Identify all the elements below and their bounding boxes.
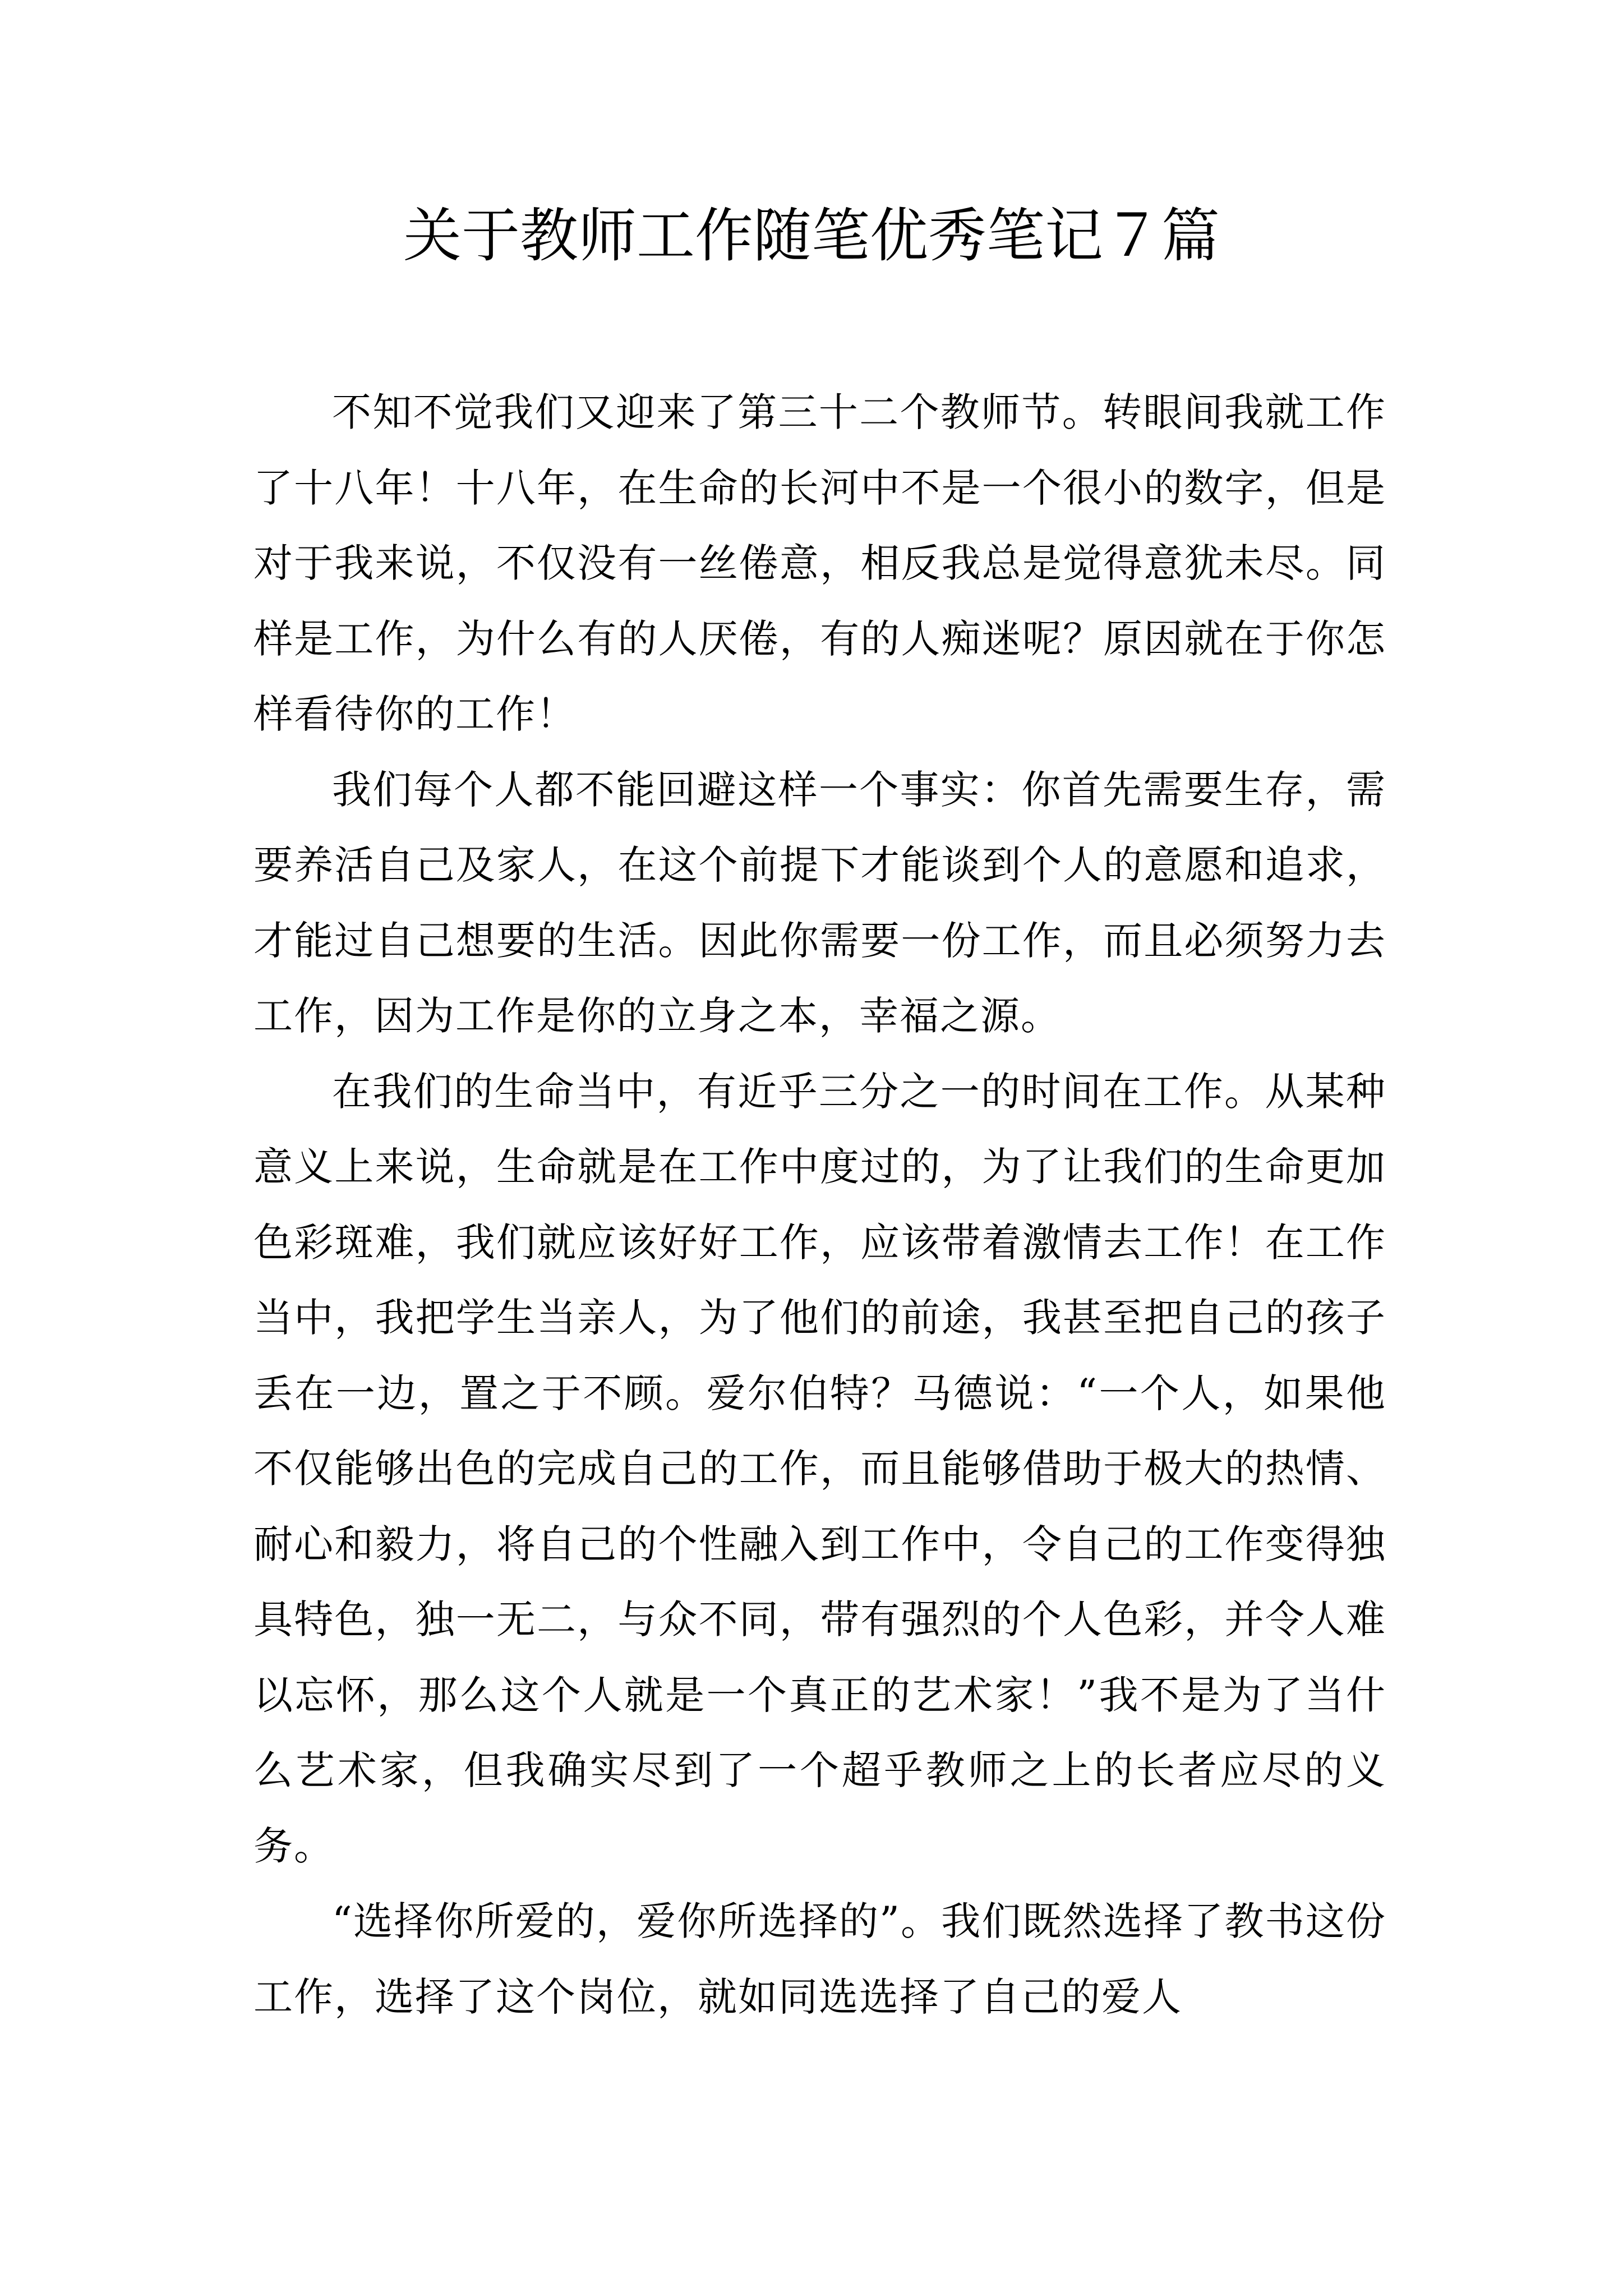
paragraph-3: 在我们的生命当中，有近乎三分之一的时间在工作。从某种意义上来说，生命就是在工作中度过的，为了让我们的生命更加色彩斑难，我们就应该好好工作，应该带着激情去工作！在工作当中，我把学生当亲人，为了他们的前途，我甚至把自己的孩子丢在一边，置之于不顾。爱尔伯特？马德说：“一个人，如果他不仅能够出色的完成自己的工作，而且能够借助于极大的热情、耐心和毅力，将自己的个性融入到工作中，令自己的工作变得独具特色，独一无二，与众不同，带有强烈的个人色彩，并令人难以忘怀，那么这个人就是一个真正的艺术家！”我不是为了当什么艺术家，但我确实尽到了一个超乎教师之上的长者应尽的义务。 — [253, 1068, 1386, 1869]
paragraph-2: 我们每个人都不能回避这样一个事实：你首先需要生存，需要养活自己及家人，在这个前提下才能谈到个人的意愿和追求，才能过自己想要的生活。因此你需要一份工作，而且必须努力去工作，因为工作是你的立身之本，幸福之源。 — [253, 766, 1386, 1039]
paragraph-4: “选择你所爱的，爱你所选择的”。我们既然选择了教书这份工作，选择了这个岗位，就如同选选择了自己的爱人 — [253, 1898, 1386, 2020]
document-title: 关于教师工作随笔优秀笔记７篇 — [403, 201, 1220, 270]
document-body — [253, 375, 1386, 2035]
paragraph-1: 不知不觉我们又迎来了第三十二个教师节。转眼间我就工作了十八年！十八年，在生命的长河中不是一个很小的数字，但是对于我来说，不仅没有一丝倦意，相反我总是觉得意犹未尽。同样是工作，为什么有的人厌倦，有的人痴迷呢？原因就在于你怎样看待你的工作！ — [253, 389, 1386, 737]
